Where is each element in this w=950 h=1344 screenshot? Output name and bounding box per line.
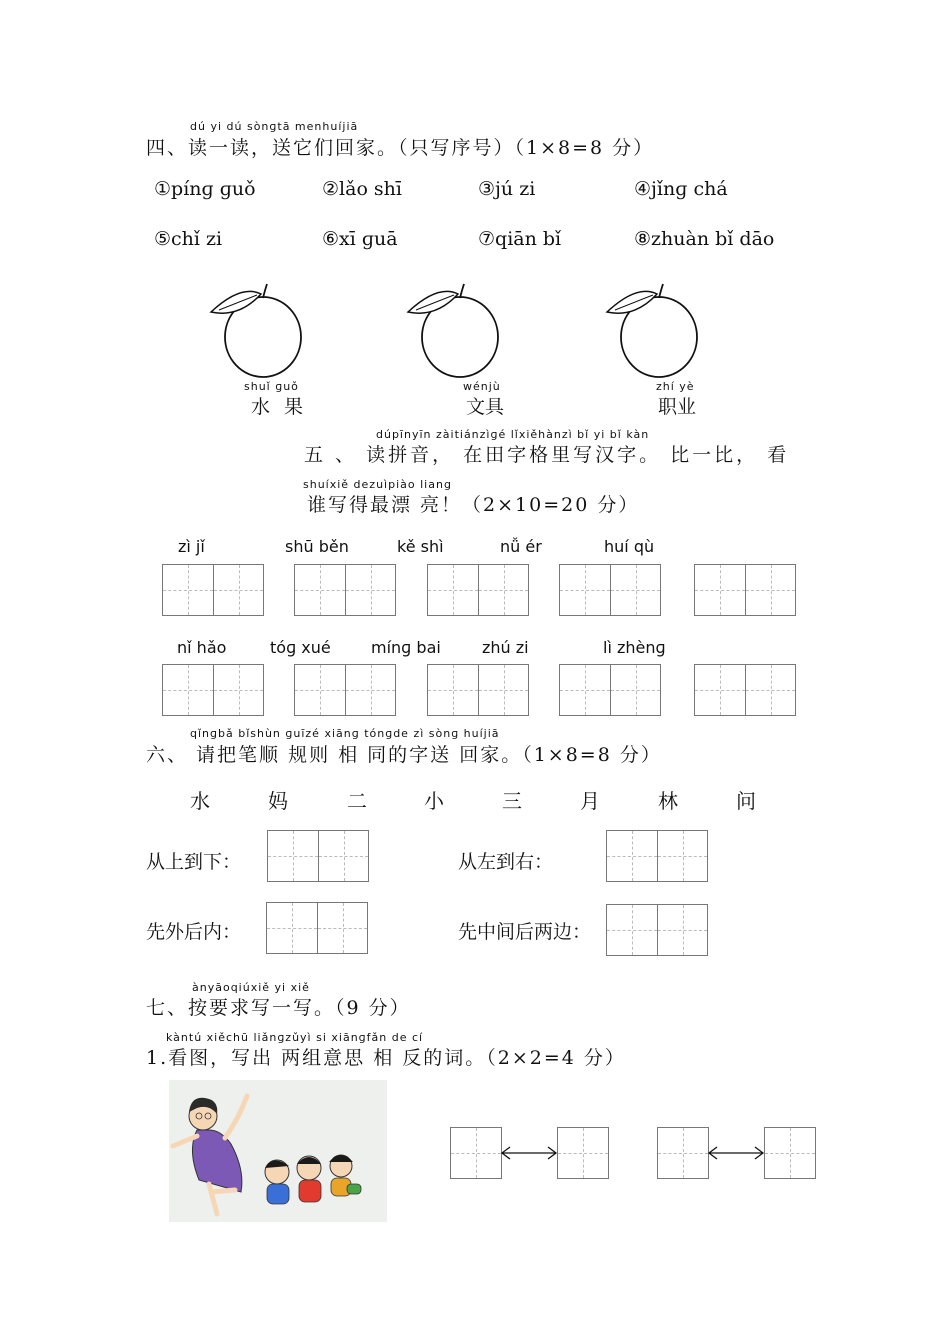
option-8: ⑧zhuàn bǐ dāo bbox=[634, 228, 775, 250]
label-middle-sides: 先中间后两边： bbox=[458, 921, 592, 943]
tianzige-single[interactable] bbox=[657, 1127, 709, 1179]
tianzige-box[interactable] bbox=[266, 902, 368, 954]
word-pinyin: huí qù bbox=[604, 537, 655, 556]
s6-pinyin: qǐnɡbǎ bǐshùn ɡuīzé xiānɡ tónɡde zì sònɡ huíjiā bbox=[190, 727, 500, 740]
word-pinyin: mínɡ bai bbox=[371, 638, 441, 657]
tianzige-box[interactable] bbox=[606, 830, 708, 882]
tianzige-single[interactable] bbox=[557, 1127, 609, 1179]
stroke-char: 二 bbox=[347, 789, 367, 813]
s5-pinyin-1: dúpīnyīn zàitiánzìɡé lǐxiěhànzì bǐ yi bǐ kàn bbox=[376, 428, 650, 441]
tianzige-box[interactable] bbox=[606, 904, 708, 956]
word-pinyin: kě shì bbox=[397, 537, 444, 556]
tianzige-box[interactable] bbox=[294, 664, 396, 716]
s5-heading-2: 谁写得最漂 亮！（2×10=20 分） bbox=[307, 494, 640, 516]
q1-heading: 1.看图，写出 两组意思 相 反的词。（2×2=4 分） bbox=[146, 1047, 626, 1069]
teacher-children-illustration bbox=[169, 1080, 387, 1222]
s5-pinyin-2: shuíxiě dezuìpiào liang bbox=[303, 478, 452, 491]
apple-icon bbox=[601, 282, 706, 382]
s7-pinyin: ànyāoqiúxiě yi xiě bbox=[192, 981, 310, 994]
stroke-char: 妈 bbox=[268, 789, 288, 813]
tianzige-box[interactable] bbox=[294, 564, 396, 616]
tianzige-box[interactable] bbox=[427, 564, 529, 616]
apple-icon bbox=[205, 282, 310, 382]
double-arrow-icon bbox=[500, 1144, 558, 1162]
option-5: ⑤chǐ zi bbox=[154, 228, 223, 250]
word-pinyin: nǚ ér bbox=[500, 537, 542, 556]
tianzige-box[interactable] bbox=[694, 664, 796, 716]
tianzige-single[interactable] bbox=[764, 1127, 816, 1179]
s4-heading: 四、读一读，送它们回家。（只写序号）（1×8=8 分） bbox=[146, 137, 655, 159]
apple-1-label: 水 果 bbox=[251, 396, 308, 418]
stroke-char: 水 bbox=[190, 789, 210, 813]
tianzige-box[interactable] bbox=[162, 664, 264, 716]
option-4: ④jǐnɡ chá bbox=[634, 178, 728, 200]
stroke-char: 林 bbox=[658, 789, 678, 813]
option-7: ⑦qiān bǐ bbox=[478, 228, 562, 250]
stroke-char: 小 bbox=[424, 789, 444, 813]
s7-heading: 七、按要求写一写。（9 分） bbox=[146, 997, 411, 1019]
word-pinyin: zì jǐ bbox=[178, 537, 205, 556]
apple-2-label: 文具 bbox=[466, 396, 505, 418]
stroke-char: 月 bbox=[580, 789, 600, 813]
tianzige-box[interactable] bbox=[427, 664, 529, 716]
label-outside-inside: 先外后内： bbox=[146, 921, 242, 943]
option-6: ⑥xī ɡuā bbox=[322, 228, 398, 250]
apple-3-label: 职业 bbox=[658, 396, 697, 418]
s6-heading: 六、 请把笔顺 规则 相 同的字送 回家。（1×8=8 分） bbox=[146, 744, 662, 766]
word-pinyin: zhú zi bbox=[482, 638, 529, 657]
tianzige-box[interactable] bbox=[559, 564, 661, 616]
apple-2-pinyin: wénjù bbox=[463, 380, 501, 393]
s4-pinyin: dú yi dú sònɡtā menhuíjiā bbox=[190, 120, 359, 133]
tianzige-box[interactable] bbox=[559, 664, 661, 716]
tianzige-single[interactable] bbox=[450, 1127, 502, 1179]
tianzige-box[interactable] bbox=[267, 830, 369, 882]
tianzige-box[interactable] bbox=[162, 564, 264, 616]
word-pinyin: shū běn bbox=[285, 537, 349, 556]
label-left-to-right: 从左到右： bbox=[458, 851, 554, 873]
apple-3-pinyin: zhí yè bbox=[656, 380, 695, 393]
apple-1-pinyin: shuǐ ɡuǒ bbox=[244, 380, 299, 393]
stroke-char: 问 bbox=[736, 789, 756, 813]
word-pinyin: lì zhènɡ bbox=[603, 638, 666, 657]
label-top-to-bottom: 从上到下： bbox=[146, 851, 242, 873]
stroke-char: 三 bbox=[502, 789, 522, 813]
word-pinyin: nǐ hǎo bbox=[177, 638, 227, 657]
s5-heading-1: 五 、 读拼音， 在田字格里写汉字。 比一比， 看 bbox=[304, 444, 790, 466]
option-1: ①pínɡ ɡuǒ bbox=[154, 178, 256, 200]
option-2: ②lǎo shī bbox=[322, 178, 402, 200]
double-arrow-icon bbox=[707, 1144, 765, 1162]
apple-icon bbox=[402, 282, 507, 382]
tianzige-box[interactable] bbox=[694, 564, 796, 616]
option-3: ③jú zi bbox=[478, 178, 536, 200]
q1-pinyin: kàntú xiěchū liǎnɡzǔyì si xiānɡfǎn de cí bbox=[166, 1031, 424, 1044]
word-pinyin: tóɡ xué bbox=[270, 638, 331, 657]
